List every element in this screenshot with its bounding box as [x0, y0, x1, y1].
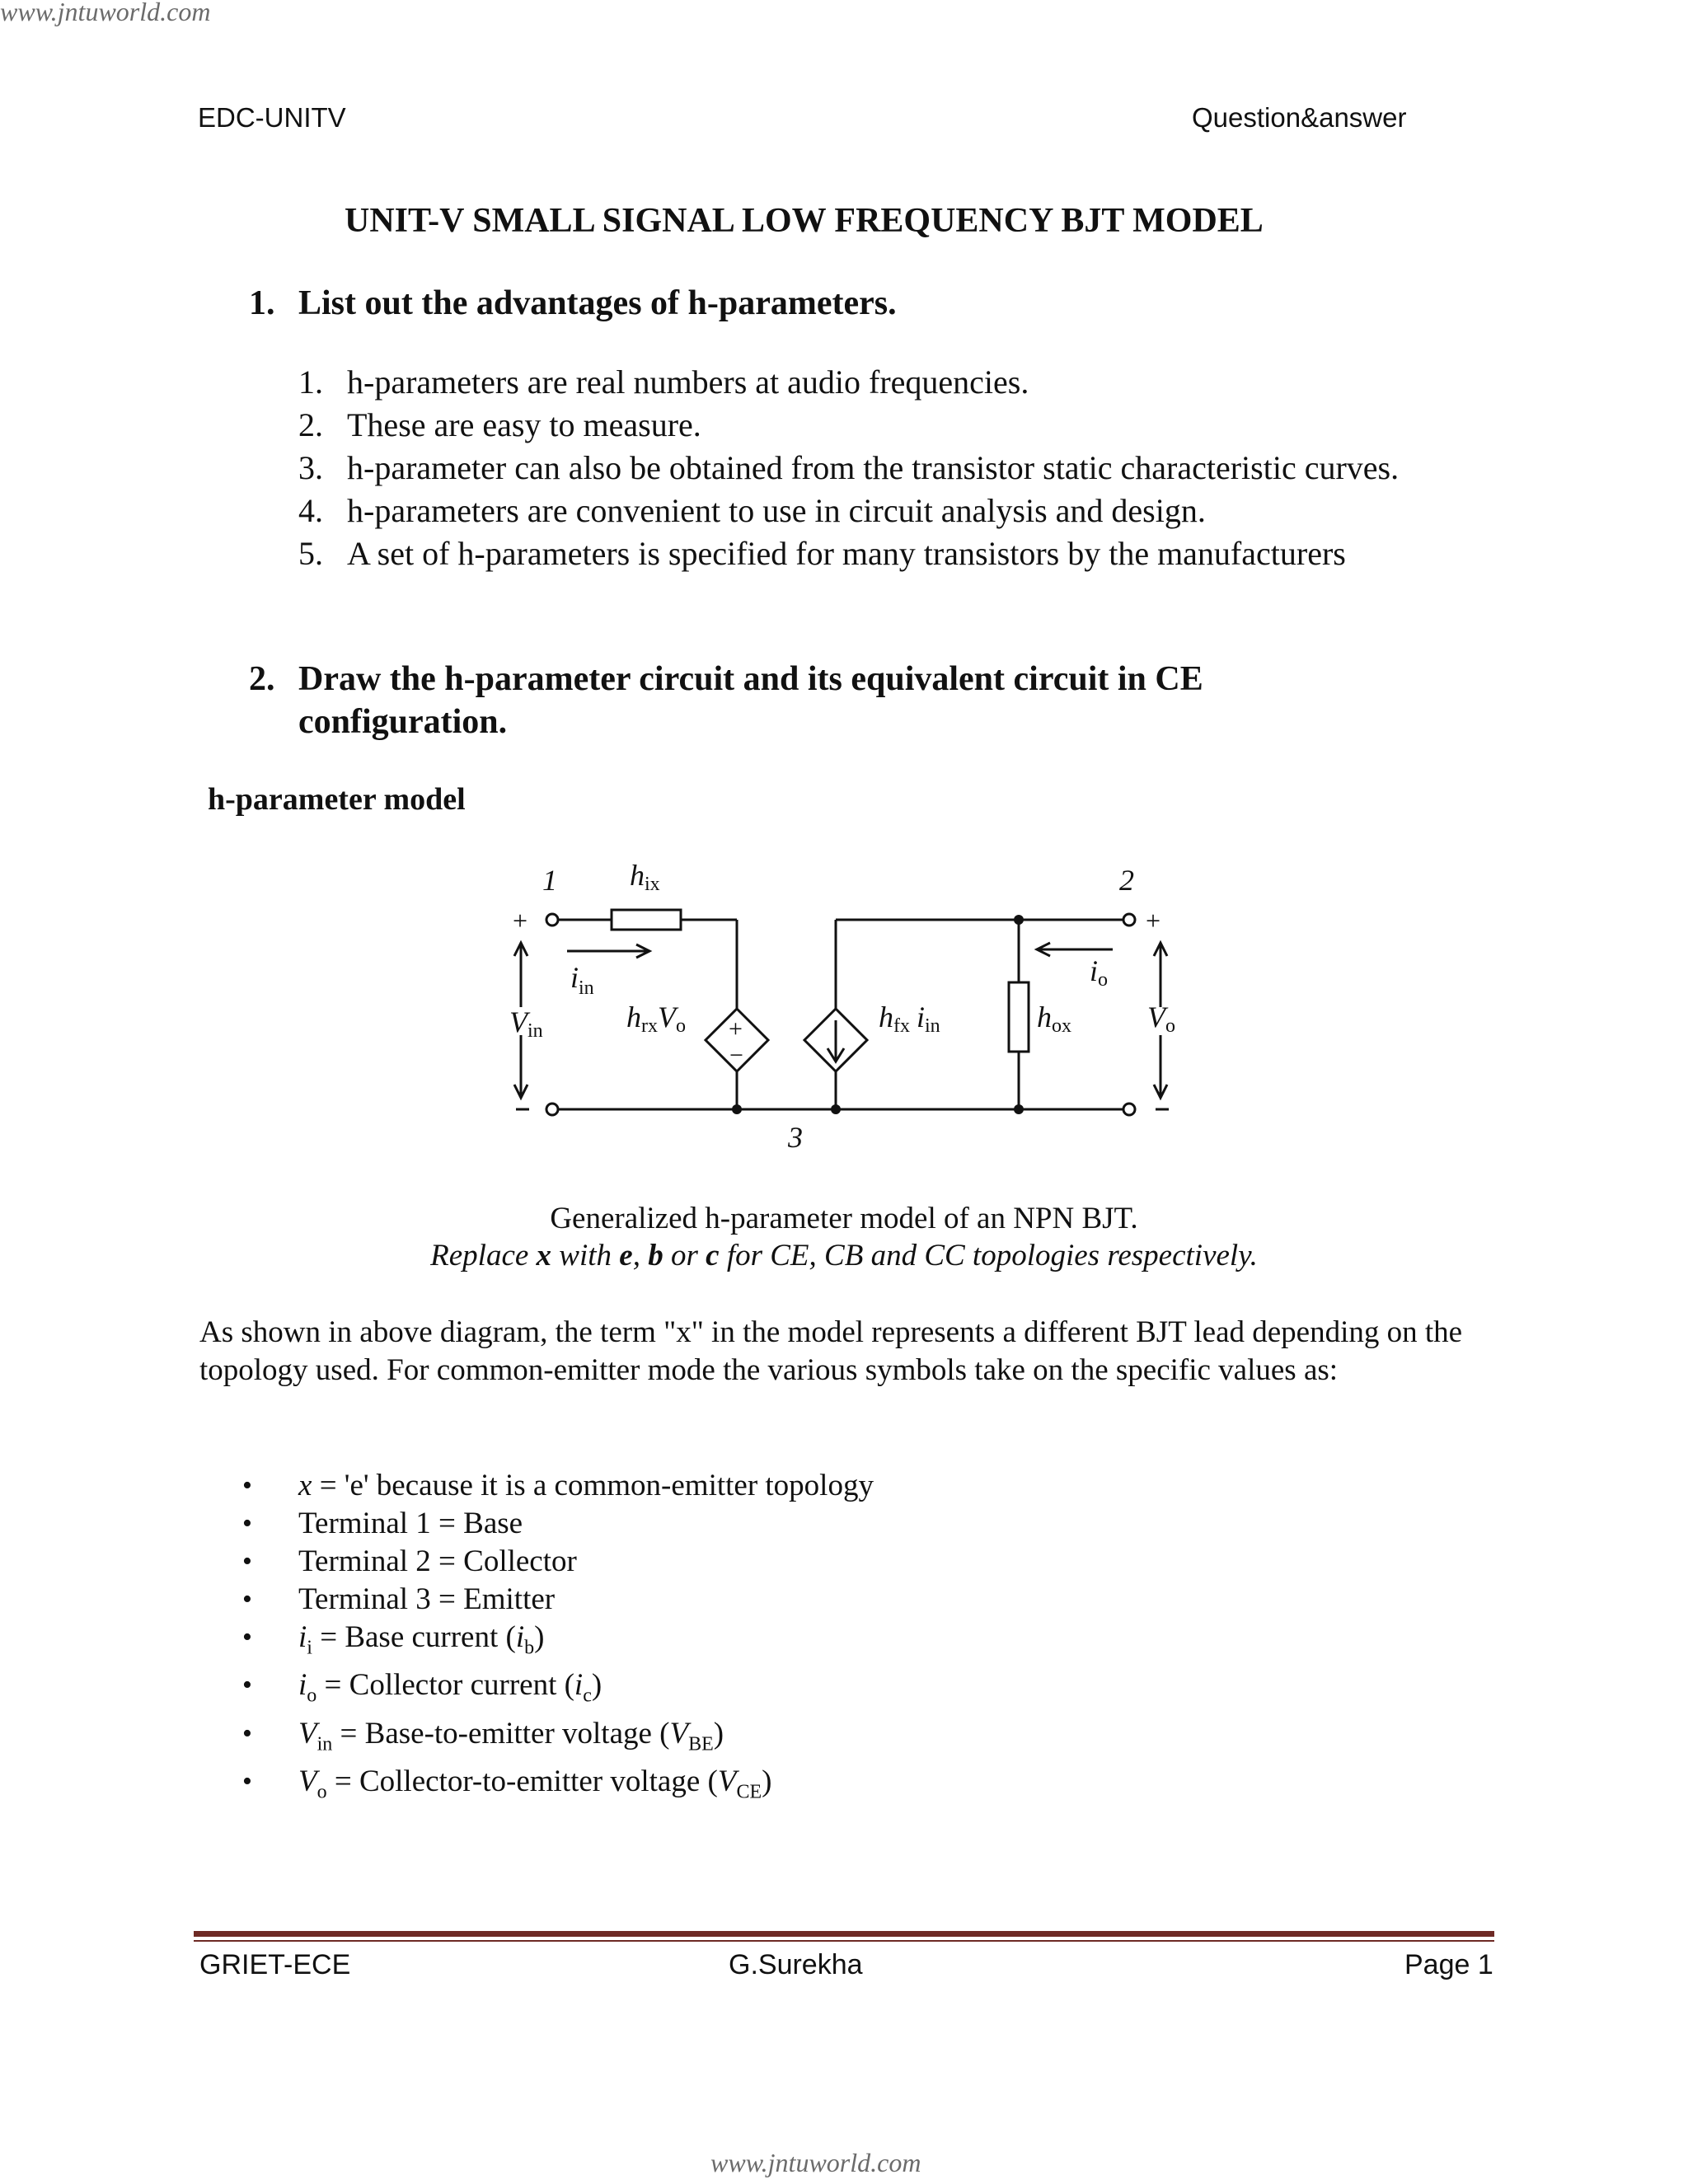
list-item: 3. h-parameter can also be obtained from the transistor static characteristic curves. — [298, 449, 1400, 486]
h-ix-resistor — [612, 910, 681, 930]
page-title: UNIT-V SMALL SIGNAL LOW FREQUENCY BJT MODEL — [345, 202, 1264, 240]
question-2-text: Draw the h-parameter circuit and its equivalent circuit in CE configuration. — [298, 660, 1203, 741]
list-item: 1. h-parameters are real numbers at audio frequencies. — [298, 363, 1029, 401]
node-2-label: 2 — [1119, 864, 1134, 897]
question-1-number: 1. — [249, 284, 275, 322]
question-1-heading — [249, 282, 1370, 325]
watermark-bottom: www.jntuworld.com — [710, 2148, 921, 2177]
list-item: • Terminal 1 = Base — [242, 1505, 1396, 1543]
list-item: • Terminal 3 = Emitter — [242, 1581, 1396, 1619]
junction-dot — [1014, 915, 1024, 925]
junction-dot — [831, 1104, 841, 1114]
list-item: • $V_{in}$ = Base-to-emitter voltage $(V_{BE})$ — [242, 1715, 1396, 1763]
vcvs-minus: − — [729, 1042, 743, 1069]
h-rx-vo-label: hrxVo — [626, 1001, 686, 1037]
explanation-paragraph: As shown in above diagram, the term "x" in the model represents a different BJT lead depending on the topology used. For common-emitter mode the various symbols take on the specific values as: — [199, 1315, 1463, 1387]
list-item: 2. These are easy to measure. — [298, 406, 701, 443]
list-item: • Terminal 2 = Collector — [242, 1543, 1396, 1581]
advantages-list — [298, 361, 1502, 575]
junction-dot — [732, 1104, 742, 1114]
terminal-2-top — [1123, 914, 1135, 926]
list-item: • $i_i$ = Base current $(i_b)$ — [242, 1619, 1396, 1666]
list-item: • $i_o$ = Collector current $(i_c)$ — [242, 1666, 1396, 1714]
node-3-label: 3 — [788, 1121, 803, 1154]
h-ox-resistor — [1009, 982, 1029, 1052]
question-1-text: List out the advantages of h-parameters. — [298, 284, 897, 322]
page-number: Page 1 — [1404, 1949, 1493, 1980]
list-item: • x = 'e' because it is a common-emitter topology — [242, 1467, 1396, 1505]
footer-rule-thick — [194, 1931, 1494, 1937]
subheading-h-parameter-model: h-parameter model — [208, 782, 466, 817]
diagram-caption-line1: Generalized h-parameter model of an NPN BJT. — [550, 1202, 1138, 1235]
h-ix-label: hix — [630, 859, 660, 895]
header-right: Question&answer — [1192, 102, 1407, 133]
terminal-2-bottom — [1123, 1104, 1135, 1115]
h-fx-iin-label: hfx iin — [879, 1001, 940, 1037]
h-parameter-circuit-diagram — [495, 857, 1203, 1162]
list-item: 5. A set of h-parameters is specified for many transistors by the manufacturers — [298, 535, 1346, 572]
i-o-label: io — [1090, 954, 1109, 991]
list-item: 4. h-parameters are convenient to use in circuit analysis and design. — [298, 492, 1206, 529]
list-item: • $V_o$ = Collector-to-emitter voltage $(V_{CE})$ — [242, 1763, 1396, 1811]
footer-center: G.Surekha — [729, 1949, 863, 1980]
header-left: EDC-UNITV — [198, 102, 346, 133]
footer-left: GRIET-ECE — [199, 1949, 351, 1980]
watermark-top: www.jntuworld.com — [0, 0, 211, 26]
symbol-list — [242, 1467, 1396, 1811]
question-2-number: 2. — [249, 660, 275, 698]
question-2-heading — [249, 658, 1337, 743]
v-o-plus: + — [1146, 906, 1161, 935]
junction-dot — [1014, 1104, 1024, 1114]
diagram-caption-line2: Replace x with e, b or c for CE, CB and CC topologies respectively. — [430, 1239, 1258, 1272]
node-1-label: 1 — [542, 864, 557, 897]
v-in-plus: + — [513, 906, 528, 935]
terminal-1-bottom — [546, 1104, 558, 1115]
i-in-label: $i_{in}$ — [570, 961, 594, 999]
terminal-1-top — [546, 914, 558, 926]
v-o-label: Vo — [1147, 1001, 1175, 1037]
vcvs-plus: + — [729, 1015, 743, 1043]
footer-rule-thin — [194, 1940, 1494, 1942]
v-in-label: Vin — [509, 1005, 543, 1042]
h-ox-label: hox — [1037, 1001, 1071, 1037]
